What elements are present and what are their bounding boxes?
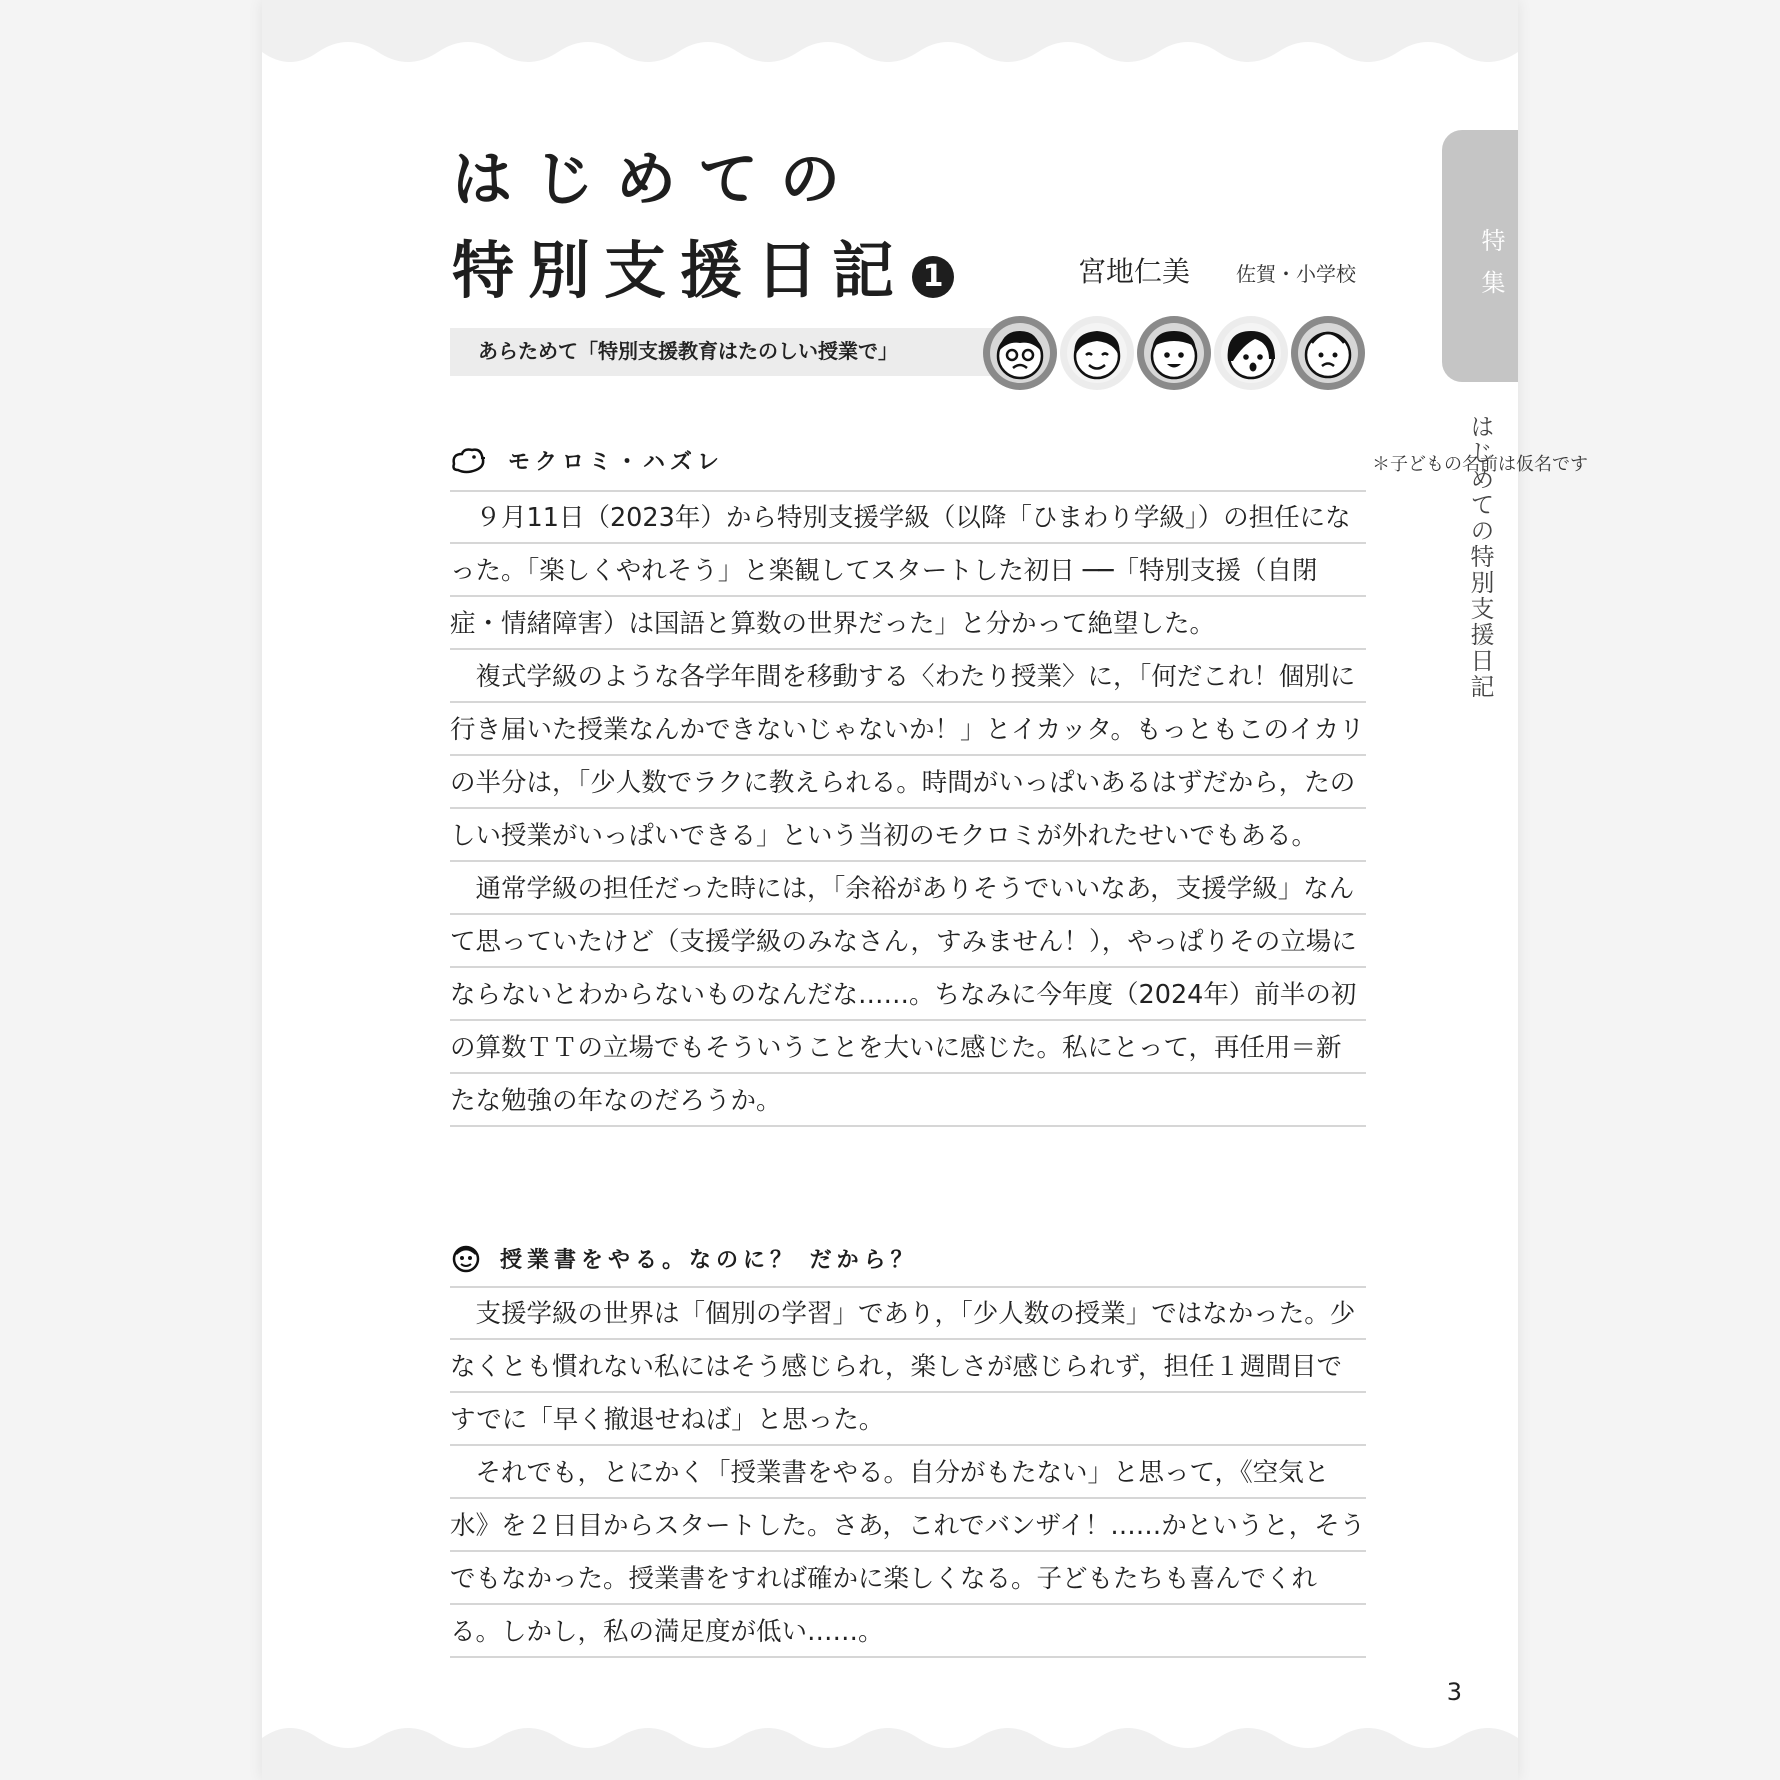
feature-tab xyxy=(1442,130,1518,382)
section-1-body xyxy=(450,490,1366,1128)
page-number: 3 xyxy=(1446,1678,1462,1706)
top-wave-decoration xyxy=(262,0,1518,80)
section-heading-2: 授業書をやる。なのに？ だから？ xyxy=(500,1248,918,1273)
page xyxy=(262,0,1588,1780)
title-text: 特別支援日記 xyxy=(452,234,909,307)
section-2-body xyxy=(450,1286,1366,1659)
child-face-icon-5 xyxy=(1290,315,1366,391)
author-affiliation: 佐賀・小学校 xyxy=(1236,262,1356,286)
child-face-icon-1 xyxy=(982,315,1058,391)
paragraph: 複式学級のような各学年間を移動する〈わたり授業〉に，「何だこれ！個別に行き届いた授業なんかできないじゃないか！」とイカッタ。もっともこのイカリの半分は，「少人数でラクに教えられる。時間がいっぱいあるはずだから，たのしい授業がいっぱいできる」という当初のモクロミが外れたせいでもある。 xyxy=(450,662,1365,851)
face-icon xyxy=(450,1244,486,1274)
section-heading-1: モクロミ・ハズレ xyxy=(508,450,725,475)
paragraph: ９月11日（2023年）から特別支援学級（以降「ひまわり学級」）の担任になった。「楽しくやれそう」と楽観してスタートした初日 ──「特別支援（自閉症・情緒障害）は国語と算数の世界だった」と分かって絶望した。 xyxy=(450,503,1351,639)
bird-icon xyxy=(450,446,486,476)
child-face-icon-4 xyxy=(1213,315,1289,391)
title-line-2 xyxy=(452,234,954,307)
child-face-icon-2 xyxy=(1059,315,1135,391)
subtitle: あらためて「特別支援教育はたのしい授業で」 xyxy=(478,339,898,363)
episode-number-badge: 1 xyxy=(912,256,954,298)
child-face-icon-3 xyxy=(1136,315,1212,391)
author-name: 宮地仁美 xyxy=(1078,255,1191,288)
paragraph: 支援学級の世界は「個別の学習」であり，「少人数の授業」ではなかった。少なくとも慣れない私にはそう感じられ，楽しさが感じられず，担任１週間目ですでに「早く撤退せねば」と思った。 xyxy=(450,1299,1356,1435)
paragraph: それでも，とにかく「授業書をやる。自分がもたない」と思って，《空気と水》を２日目からスタートした。さあ，これでバンザイ！……かというと，そうでもなかった。授業書をすれば確かに楽しくなる。子どもたちも喜んでくれる。しかし，私の満足度が低い……。 xyxy=(450,1458,1366,1647)
name-note: ＊子どもの名前は仮名です xyxy=(1372,454,1588,475)
title-line-1: はじめての xyxy=(452,145,862,215)
bottom-wave-decoration xyxy=(262,1700,1518,1780)
running-title: はじめての特別支援日記 xyxy=(1466,414,1494,700)
paragraph: 通常学級の担任だった時には，「余裕がありそうでいいなあ，支援学級」なんて思っていたけど（支援学級のみなさん，すみません！），やっぱりその立場にならないとわからないものなんだな……。ちなみに今年度（2024年）前半の初の算数ＴＴの立場でもそういうことを大いに感じた。私にとって，再任用＝新たな勉強の年なのだろうか。 xyxy=(450,874,1357,1116)
feature-tab-label: 特集 xyxy=(1477,228,1505,312)
